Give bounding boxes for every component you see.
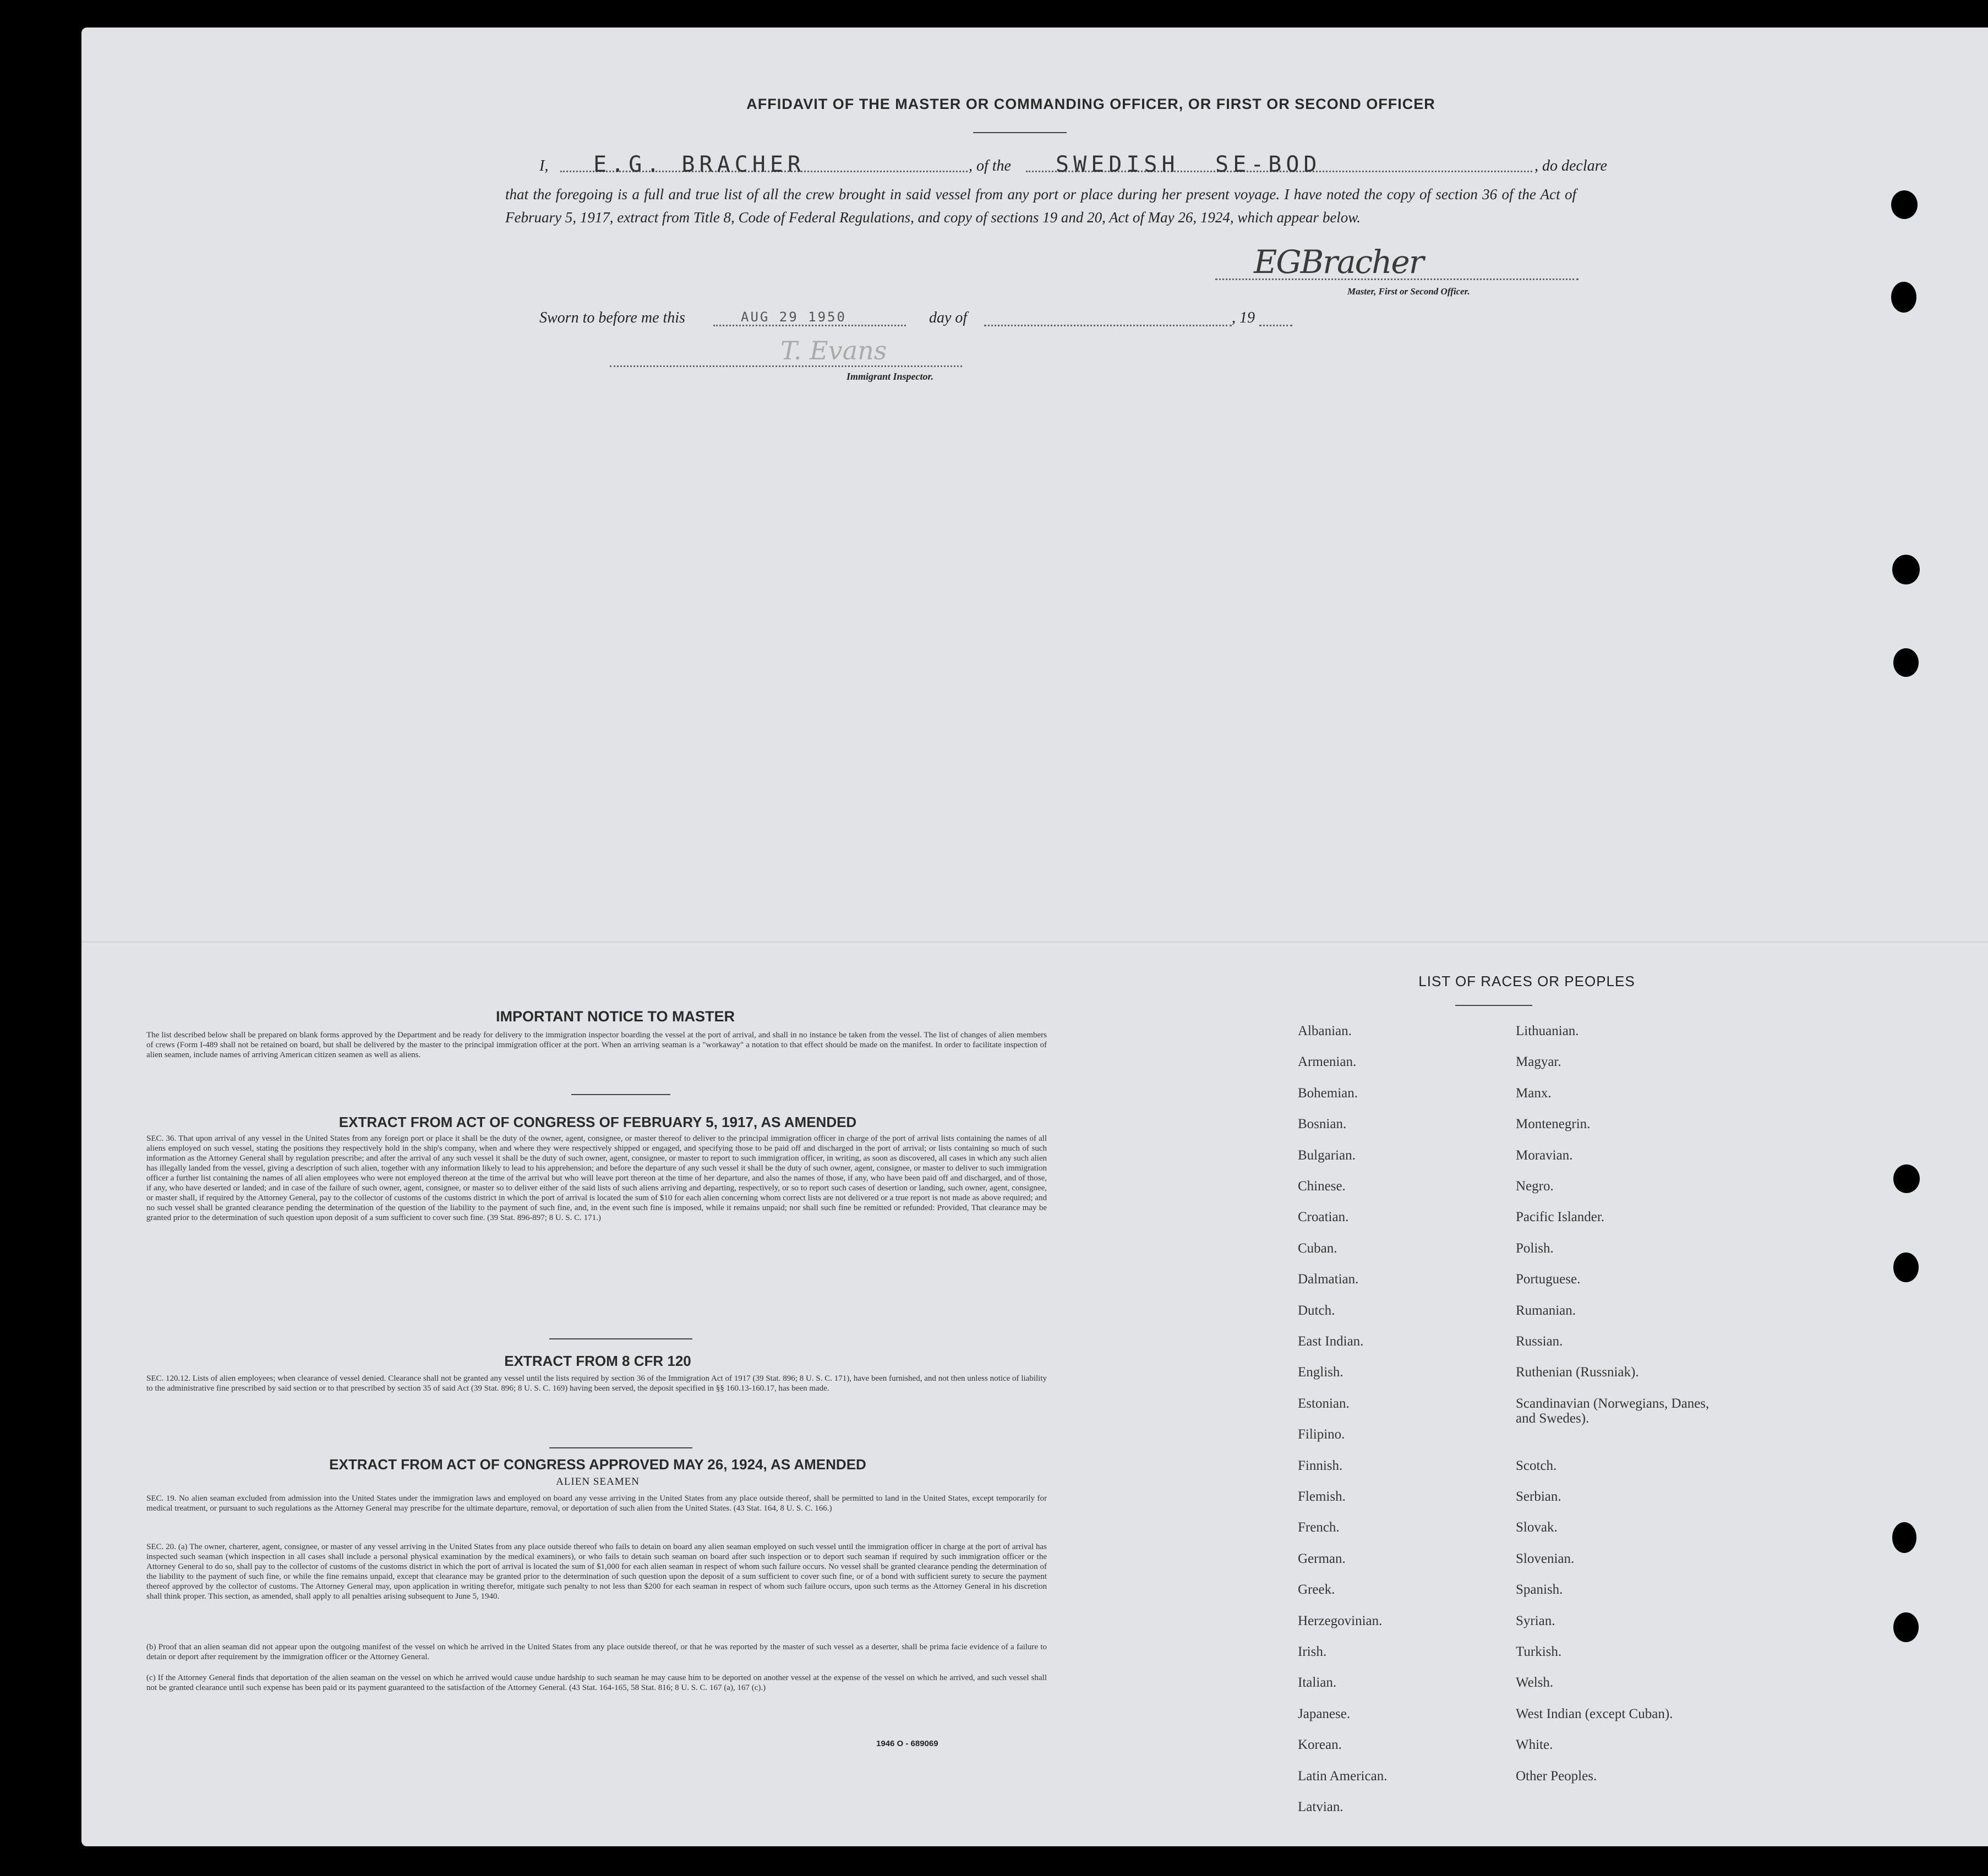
races-rule [1455,1005,1532,1006]
punch-hole [1893,648,1919,677]
extract-8cfr-body: SEC. 120.12. Lists of alien employees; when clearance of vessel denied. Clearance shall not be granted any vessel until the lists required by section 36 of the Immigration Act of 1917 (39 Stat. 896; 8 U. S. C. 171), have been furnished, and not then unless notice of liability to the administrative fine prescribed by said section or to that prescribed by section 35 of said Act (39 Stat. 896; 8 U. S. C. 169) having been served, the deposit specified in §§ 160.13-160.17, has been made. [146,1374,1047,1393]
punch-hole [1891,190,1918,219]
extract-8cfr-rule [549,1447,692,1448]
race-item: Negro. [1516,1179,1554,1194]
race-item: Pacific Islander. [1516,1210,1605,1225]
punch-hole [1892,555,1920,584]
extract-1917-body: SEC. 36. That upon arrival of any vessel in the United States from any foreign port or place it shall be the duty of the owner, agent, consignee, or master thereof to deliver to the principal immigration officer in charge of the port of arrival lists containing the names of all aliens employed on such vessel, stating the positions they respectively hold in the ship's company, when and where they were respectively shipped or engaged, and specifying those to be paid off and discharged in the port of arrival; or lists containing so much of such information as the Attorney General shall by regulation prescribe; and after the arrival of any such vessel it shall be the duty of such owner, agent, consignee, or master to report to such immigration officer, in writing, as soon as discovered, all cases in which any such alien has illegally landed from the vessel, giving a description of such alien, together with any information likely to lead to his apprehension; and before the departure of any such vessel it shall be the duty of such owner, agent, consignee, or master to deliver to such immigration officer a further list containing the names of all alien employees who were not employed thereon at the time of the arrival but who will leave port thereon at the time of her departure, and also the names of those, if any, who have been paid off and discharged, and of those, if any, who have deserted or landed; and in case of the failure of such owner, agent, consignee, or master so to deliver either of the said lists of such aliens arriving and departing, respectively, or so to report such cases of desertion or landing, such owner, agent, consignee, or master shall, if required by the Attorney General, pay to the collector of customs of the customs district in which the port of arrival is located the sum of $10 for each alien concerning whom correct lists are not delivered or a true report is not made as above required; and no such vessel shall be granted clearance pending the determination of the question of the liability to the payment of such fine, and, in the event such fine is imposed, while it remains unpaid; nor shall such fine be remitted or refunded: Provided, That clearance may be granted prior to the determination of such question upon deposit of a sum sufficient to cover such fine. (39 Stat. 896-897; 8 U. S. C. 171.) [146,1134,1047,1222]
race-item: French. [1298,1520,1340,1535]
signature-caption: Master, First or Second Officer. [1347,286,1470,297]
declaration-text: that the foregoing is a full and true list of all the crew brought in said vessel from any port or place during her present voyage. I have noted the copy of section 36 of the Act of February 5, 1917, extract from Title 8, Code of Federal Regulations, and copy of sections 19 and 20, Act of May 26, 1924, which appear below. [505,186,1576,226]
vessel-code: SE-BOD [1215,152,1321,177]
race-item: Filipino. [1298,1427,1345,1442]
race-item: Dalmatian. [1298,1272,1359,1287]
sec19-text: SEC. 19. No alien seaman excluded from admission into the United States under the immigration laws and employed on board any vesse arriving in the United States from any place outside thereof, shall be permitted to land in the United States, except temporarily for medical treatment, or pursuant to such regulations as the Attorney General may prescribe for the ultimate departure, removal, or deportation of such alien from the United States. (43 Stat. 164, 8 U. S. C. 166.) [146,1494,1047,1513]
punch-hole [1893,1612,1919,1642]
alien-seamen-subtitle: ALIEN SEAMEN [556,1476,640,1487]
race-item: German. [1298,1551,1346,1566]
race-item: Lithuanian. [1516,1024,1579,1038]
race-item: Ruthenian (Russniak). [1516,1365,1639,1380]
race-item: Herzegovinian. [1298,1613,1383,1628]
race-item: Slovenian. [1516,1551,1575,1566]
race-item: Polish. [1516,1240,1554,1256]
sec20a-text: SEC. 20. (a) The owner, charterer, agent, consignee, or master of any vessel arriving in the United States from any place outside thereof who fails to detain on board any alien seaman employed on such vessel until the immigration officer in charge at the port of arrival has inspected such seaman (which inspection in all cases shall include a personal physical examination by the medical examiners), or who fails to detain such seaman on board after such inspection or to deport such seaman if required by such immigration officer or the Attorney General to do so, shall pay to the collector of customs of the customs district in which the port of arrival is located the sum of $1,000 for each alien seaman in respect of whom such failure occurs. No vessel shall be granted clearance pending the determination of the liability to the payment of such fine, or while the fine remains unpaid, except that clearance may be granted prior to the determination of such question upon the deposit of a sum sufficient to cover such fine, or of a bond with sufficient surety to secure the payment thereof approved by the collector of customs. The Attorney General may, upon application in writing therefor, mitigate such penalty to not less than $200 for each seaman in respect of whom such failure occurs, upon such terms as the Attorney General in his discretion shall think proper. This section, as amended, shall apply to all penalties arising subsequent to June 5, 1940. [146,1543,1047,1601]
race-item: Latvian. [1298,1800,1343,1814]
race-item: Serbian. [1516,1489,1561,1504]
punch-hole [1892,1522,1916,1553]
notice-body: The list described below shall be prepared on blank forms approved by the Department and be ready for delivery to the immigration inspector boarding the vessel at the port of arrival, and shall in no instance be taken from the vessel. The list of changes of alien members of crews (Form I-489 shall not be retained on board, but shall be delivered by the master to the principal immigration officer at the port. When an arriving seaman is a "workaway" a notation to that effect should be made on the manifest. In order to facilitate inspection of alien seamen, include names of arriving American citizen seamen as well as aliens. [146,1031,1047,1059]
race-item: Rumanian. [1516,1303,1576,1318]
notice-title: IMPORTANT NOTICE TO MASTER [496,1008,735,1025]
race-item: Finnish. [1298,1458,1343,1473]
punch-hole [1891,282,1916,313]
race-item: Latin American. [1298,1768,1388,1784]
title-rule [973,132,1067,133]
race-item: Dutch. [1298,1303,1335,1318]
race-item: Italian. [1298,1675,1337,1691]
race-item: Montenegrin. [1516,1117,1591,1132]
race-item: Slovak. [1516,1520,1558,1535]
race-item: Magyar. [1516,1054,1561,1070]
race-item: Other Peoples. [1516,1768,1597,1784]
race-item: Scandinavian (Norwegians, Danes, and Swedes). [1516,1396,1710,1426]
races-title: LIST OF RACES OR PEOPLES [1418,973,1635,989]
of-the-label: , of the [969,157,1011,174]
race-item: Flemish. [1298,1489,1346,1504]
race-item: Portuguese. [1516,1272,1581,1287]
inspector-caption: Immigrant Inspector. [846,371,934,382]
race-item: Syrian. [1516,1613,1555,1628]
vessel-name: SWEDISH [1056,152,1179,177]
signature-line [1215,278,1579,280]
race-item: White. [1516,1737,1553,1753]
punch-hole [1893,1253,1919,1282]
print-code: 1946 O - 689069 [876,1739,938,1748]
fold-line [81,941,1988,943]
race-item: Moravian. [1516,1147,1573,1163]
month-line [984,325,1232,326]
year-line [1259,325,1292,326]
do-declare-label: , do declare [1534,157,1607,174]
race-item: Korean. [1298,1737,1342,1753]
race-item: Bohemian. [1298,1085,1358,1101]
master-name: E.G. BRACHER [593,152,805,177]
race-item: Bosnian. [1298,1117,1347,1132]
race-item: Croatian. [1298,1210,1349,1225]
race-item: Russian. [1516,1334,1563,1349]
inspector-signature: T. Evans [780,336,887,365]
master-signature: EGBracher [1254,243,1423,281]
race-item: Scotch. [1516,1458,1557,1473]
race-item: Welsh. [1516,1675,1554,1691]
race-item: Armenian. [1298,1054,1357,1070]
race-item: West Indian (except Cuban). [1516,1706,1673,1721]
race-item: Estonian. [1298,1396,1350,1411]
year-prefix: , 19 [1232,309,1255,326]
race-item: Manx. [1516,1085,1552,1101]
extract-8cfr-title: EXTRACT FROM 8 CFR 120 [504,1353,691,1369]
sworn-date-line [713,325,906,326]
i-label: I, [539,157,549,174]
extract-1924-title: EXTRACT FROM ACT OF CONGRESS APPROVED MAY 26, 1924, AS AMENDED [329,1456,866,1473]
inspector-line [610,365,962,367]
sec20b-text: (b) Proof that an alien seaman did not appear upon the outgoing manifest of the vessel on which he arrived in the United States from any place outside thereof, or that he was reported by the master of such vessel as a deserter, shall be prima facie evidence of a failure to detain or deport after requirement by the immigration officer or the Attorney General. [146,1643,1047,1661]
sec20c-text: (c) If the Attorney General finds that deportation of the alien seaman on the vessel on which he arrived would cause undue hardship to such seaman he may cause him to be deported on another vessel at the expense of the vessel on which he arrived, and such vessel shall not be granted clearance until such expense has been paid or its payment guaranteed to the satisfaction of the Attorney General. (43 Stat. 164-165, 58 Stat. 816; 8 U. S. C. 167 (a), 167 (c).) [146,1673,1047,1692]
race-item: Cuban. [1298,1240,1337,1256]
race-item: Greek. [1298,1582,1335,1598]
race-item: English. [1298,1365,1343,1380]
extract-1917-title: EXTRACT FROM ACT OF CONGRESS OF FEBRUARY 5, 1917, AS AMENDED [338,1114,857,1130]
race-item: Chinese. [1298,1179,1346,1194]
day-of-label: day of [929,309,968,326]
race-item: Spanish. [1516,1582,1563,1598]
race-item: East Indian. [1298,1334,1364,1349]
punch-hole [1893,1164,1920,1193]
race-item: Turkish. [1516,1644,1562,1659]
sworn-label: Sworn to before me this [539,309,685,326]
notice-rule [571,1094,670,1095]
extract-1917-rule [549,1338,692,1339]
affidavit-title: AFFIDAVIT OF THE MASTER OR COMMANDING OFFICER, OR FIRST OR SECOND OFFICER [746,96,1435,112]
race-item: Albanian. [1298,1024,1352,1038]
race-item: Irish. [1298,1644,1327,1659]
sworn-date-stamp: AUG 29 1950 [741,309,846,325]
document-page [81,28,1988,1846]
race-item: Japanese. [1298,1706,1351,1721]
race-item: Bulgarian. [1298,1147,1356,1163]
